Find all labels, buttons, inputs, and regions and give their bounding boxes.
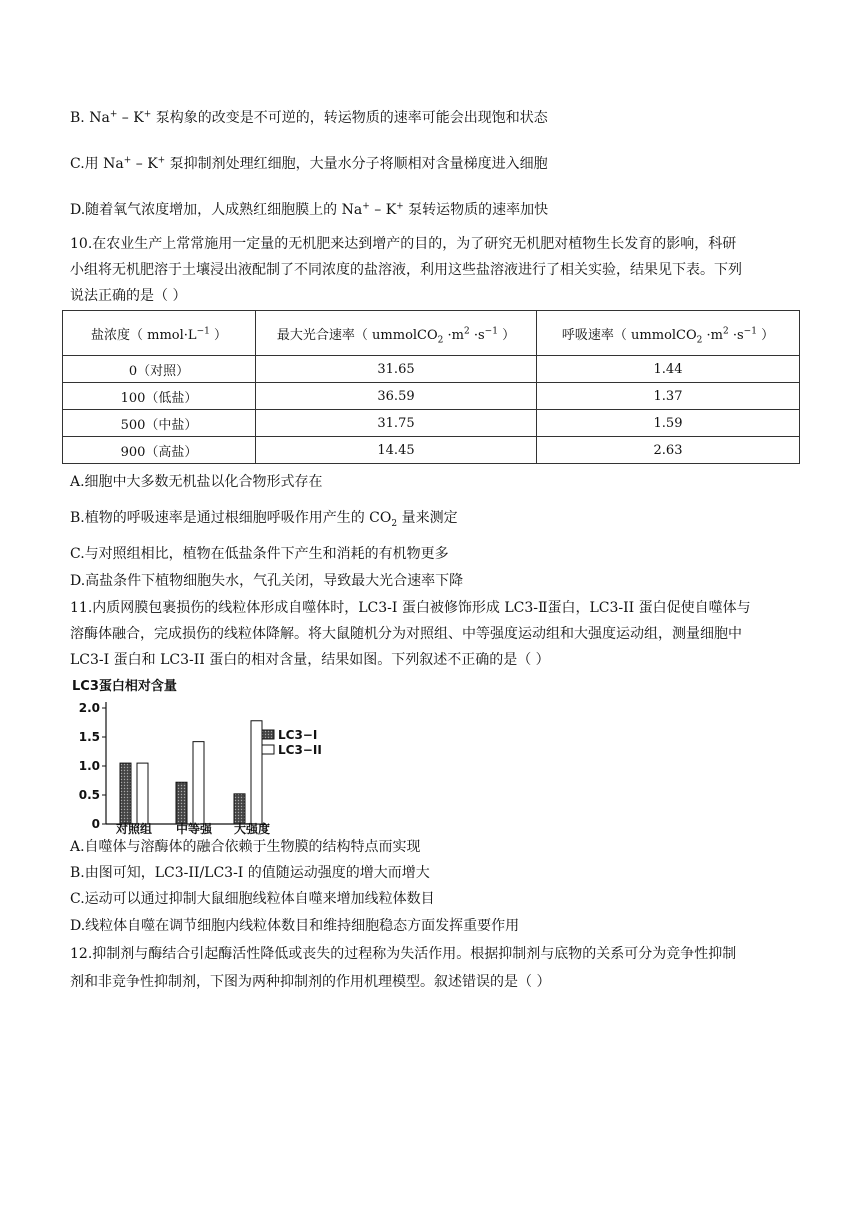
q9-option-b: B. Na+ – K+ 泵构象的改变是不可逆的，转运物质的速率可能会出现饱和状态 bbox=[70, 109, 548, 126]
q11-option-c: C.运动可以通过抑制大鼠细胞线粒体自噬来增加线粒体数目 bbox=[70, 891, 435, 907]
q11-option-d: D.线粒体自噬在调节细胞内线粒体数目和维持细胞稳态方面发挥重要作用 bbox=[70, 918, 520, 934]
cell-conc: 900（高盐） bbox=[63, 437, 256, 464]
cell-photo: 31.75 bbox=[256, 410, 537, 437]
header-respiration: 呼吸速率（ ummolCO$_2$ $\cdot m^2 \cdot s^{-1}$ ） bbox=[537, 311, 800, 356]
legend-swatch bbox=[262, 730, 274, 739]
bar-lc3-ii bbox=[193, 742, 204, 824]
y-tick-label: 2.0 bbox=[78, 701, 100, 715]
q10-stem-line2: 小组将无机肥溶于土壤浸出液配制了不同浓度的盐溶液，利用这些盐溶液进行了相关实验，结果见下表。下列 bbox=[70, 262, 742, 278]
q11-option-a: A.自噬体与溶酶体的融合依赖于生物膜的结构特点而实现 bbox=[70, 839, 421, 855]
q10-option-b: B.植物的呼吸速率是通过根细胞呼吸作用产生的 $CO_2$ 量来测定 bbox=[70, 510, 458, 529]
header-salt-concentration: 盐浓度（ $mmol\cdot L^{-1}$ ） bbox=[63, 311, 256, 356]
legend-label: LC3−II bbox=[278, 743, 322, 757]
table-row bbox=[63, 383, 800, 410]
q11-option-b: B.由图可知，LC3-II/LC3-I 的值随运动强度的增大而增大 bbox=[70, 865, 430, 881]
bar-lc3-i bbox=[120, 763, 131, 824]
cell-conc: 500（中盐） bbox=[63, 410, 256, 437]
lc3-bar-chart bbox=[66, 676, 338, 836]
q12-stem-line2: 剂和非竞争性抑制剂，下图为两种抑制剂的作用机理模型。叙述错误的是（ ） bbox=[70, 974, 551, 990]
x-tick-label: 大强度 bbox=[233, 822, 271, 836]
cell-resp: 2.63 bbox=[537, 437, 800, 464]
legend-swatch bbox=[262, 745, 274, 754]
x-tick-label: 中等强 bbox=[175, 822, 213, 836]
cell-resp: 1.44 bbox=[537, 356, 800, 383]
bar-lc3-ii bbox=[137, 763, 148, 824]
chart-title: LC3蛋白相对含量 bbox=[72, 679, 177, 694]
cell-photo: 36.59 bbox=[256, 383, 537, 410]
header-max-photosynthesis: 最大光合速率（ ummolCO$_2$ $\cdot m^2 \cdot s^{-1}$ ） bbox=[256, 311, 537, 356]
q12-stem-line1: 12.抑制剂与酶结合引起酶活性降低或丧失的过程称为失活作用。根据抑制剂与底物的关系可分为竞争性抑制 bbox=[70, 946, 737, 962]
q10-stem-line1: 10.在农业生产上常常施用一定量的无机肥来达到增产的目的，为了研究无机肥对植物生长发育的影响，科研 bbox=[70, 236, 737, 252]
cell-conc: 100（低盐） bbox=[63, 383, 256, 410]
y-tick-label: 1.5 bbox=[78, 730, 100, 744]
legend-label: LC3−I bbox=[278, 728, 318, 742]
cell-conc: 0（对照） bbox=[63, 356, 256, 383]
q11-stem-line2: 溶酶体融合，完成损伤的线粒体降解。将大鼠随机分为对照组、中等强度运动组和大强度运动组，测量细胞中 bbox=[70, 626, 742, 642]
table-header-row bbox=[63, 311, 800, 356]
cell-resp: 1.59 bbox=[537, 410, 800, 437]
salt-table bbox=[62, 310, 800, 464]
q9-option-c: C.用 Na+ – K+ 泵抑制剂处理红细胞，大量水分子将顺相对含量梯度进入细胞 bbox=[70, 155, 548, 172]
q11-stem-line3: LC3-I 蛋白和 LC3-II 蛋白的相对含量，结果如图。下列叙述不正确的是（ ） bbox=[70, 652, 550, 668]
q10-option-d: D.高盐条件下植物细胞失水，气孔关闭，导致最大光合速率下降 bbox=[70, 573, 464, 589]
y-tick-label: 1.0 bbox=[78, 759, 100, 773]
bar-lc3-i bbox=[176, 782, 187, 824]
cell-photo: 31.65 bbox=[256, 356, 537, 383]
table-row bbox=[63, 356, 800, 383]
table-row bbox=[63, 437, 800, 464]
q10-stem-line3: 说法正确的是（ ） bbox=[70, 288, 187, 304]
q11-stem-line1: 11.内质网膜包裹损伤的线粒体形成自噬体时，LC3-I 蛋白被修饰形成 LC3-Ⅱ蛋白，LC3-II 蛋白促使自噬体与 bbox=[70, 600, 751, 616]
bar-lc3-i bbox=[234, 794, 245, 824]
y-tick-label: 0.5 bbox=[78, 788, 100, 802]
q9-option-d: D.随着氧气浓度增加，人成熟红细胞膜上的 Na+ – K+ 泵转运物质的速率加快 bbox=[70, 201, 549, 218]
q10-option-c: C.与对照组相比，植物在低盐条件下产生和消耗的有机物更多 bbox=[70, 546, 449, 562]
q10-option-a: A.细胞中大多数无机盐以化合物形式存在 bbox=[70, 474, 323, 490]
table-row bbox=[63, 410, 800, 437]
bar-lc3-ii bbox=[251, 721, 262, 824]
cell-resp: 1.37 bbox=[537, 383, 800, 410]
x-tick-label: 对照组 bbox=[115, 822, 153, 836]
y-tick-label: 0 bbox=[91, 817, 100, 831]
cell-photo: 14.45 bbox=[256, 437, 537, 464]
